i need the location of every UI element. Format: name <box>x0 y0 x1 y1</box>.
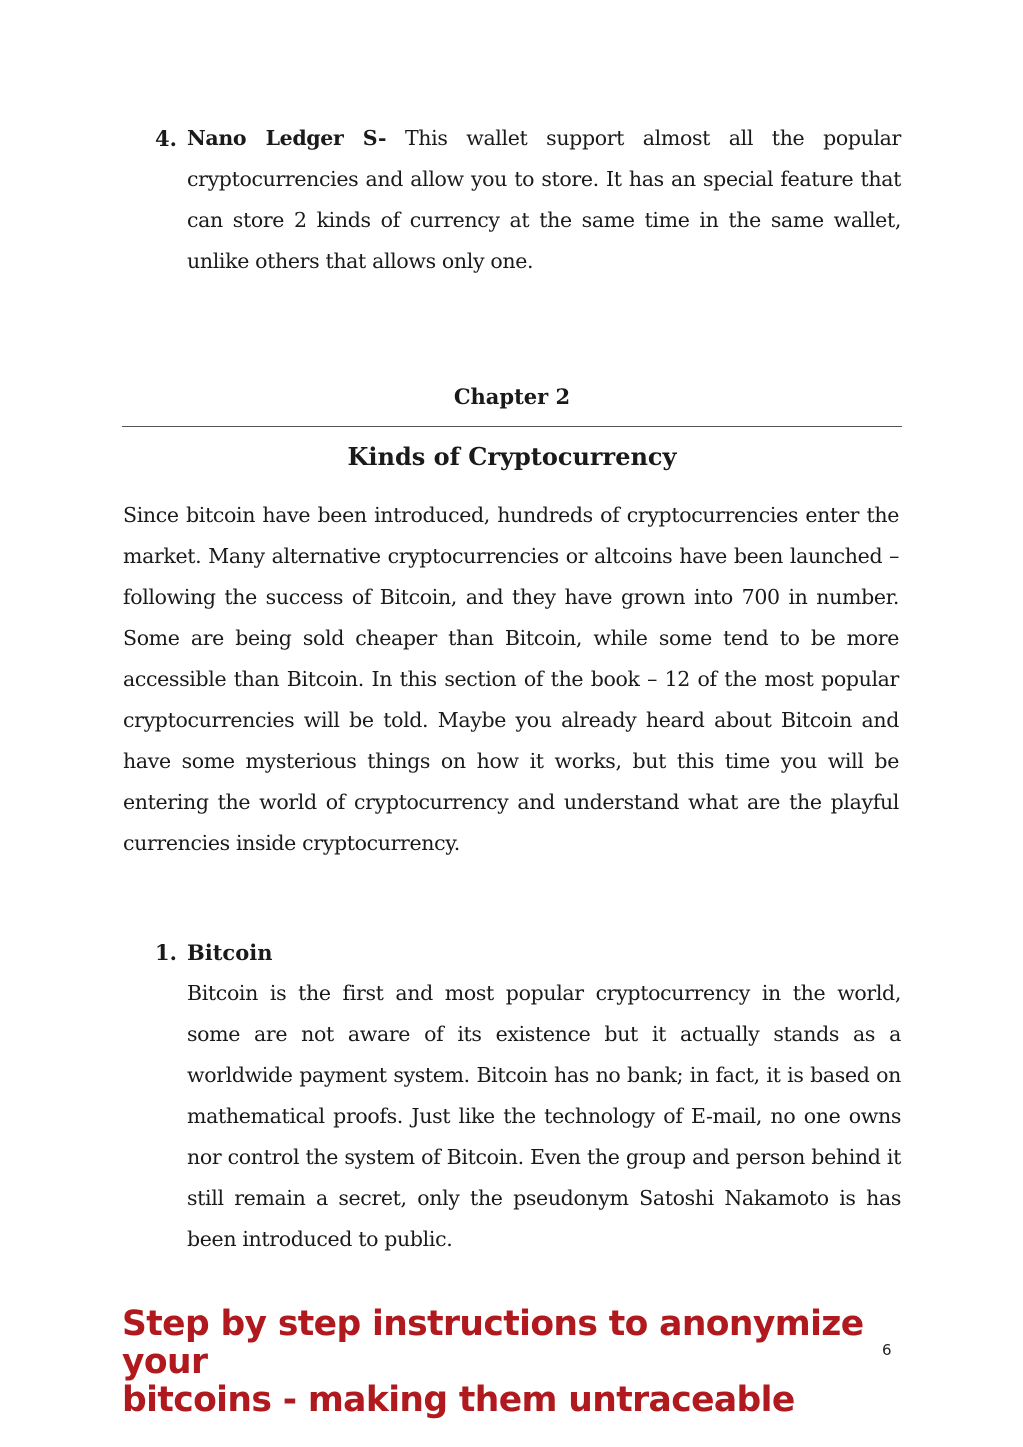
list-item-text: Bitcoin is the first and most popular cryptocurrency in the world, some are not aware of its existence but it actually stands as a worldwide payment system. Bitcoin has no bank; in fact, it is based on mathematical proofs. Just like the technology of E-mail, no one owns nor control the system of Bitcoin. Even the group and person behind it still remain a secret, only the pseudonym Satoshi Nakamoto is has been introduced to public. <box>187 981 901 1251</box>
list-item-term: Nano Ledger S- <box>187 126 387 150</box>
page-number: 6 <box>882 1341 892 1359</box>
intro-paragraph: Since bitcoin have been introduced, hundreds of cryptocurrencies enter the market. Many alternative cryptocurrencies or altcoins have been launched – following the success of Bitcoin, and they have grown into 700 in number. Some are being sold cheaper than Bitcoin, while some tend to be more accessible than Bitcoin. In this section of the book – 12 of the most popular cryptocurrencies will be told. Maybe you already heard about Bitcoin and have some mysterious things on how it works, but this time you will be entering the world of cryptocurrency and understand what are the playful currencies inside cryptocurrency. <box>123 503 899 855</box>
list-item-number: 4. <box>155 126 177 151</box>
list-item-bitcoin <box>155 932 901 1260</box>
chapter-title: Kinds of Cryptocurrency <box>347 442 677 471</box>
list-item-body <box>187 118 901 282</box>
list-item-heading: Bitcoin <box>187 940 273 965</box>
footer-banner-line-2: bitcoins - making them untraceable <box>122 1380 795 1420</box>
footer-banner <box>122 1305 932 1419</box>
chapter-label: Chapter 2 <box>453 384 571 409</box>
footer-banner-line-1: Step by step instructions to anonymize your <box>122 1304 864 1382</box>
chapter-divider <box>122 426 902 427</box>
list-item-nano-ledger <box>155 118 901 282</box>
list-item-text: This wallet support almost all the popular cryptocurrencies and allow you to store. It has an special feature that can store 2 kinds of currency at the same time in the same wallet, unlike others that allows only one. <box>187 126 901 273</box>
list-item-number: 1. <box>155 940 177 965</box>
